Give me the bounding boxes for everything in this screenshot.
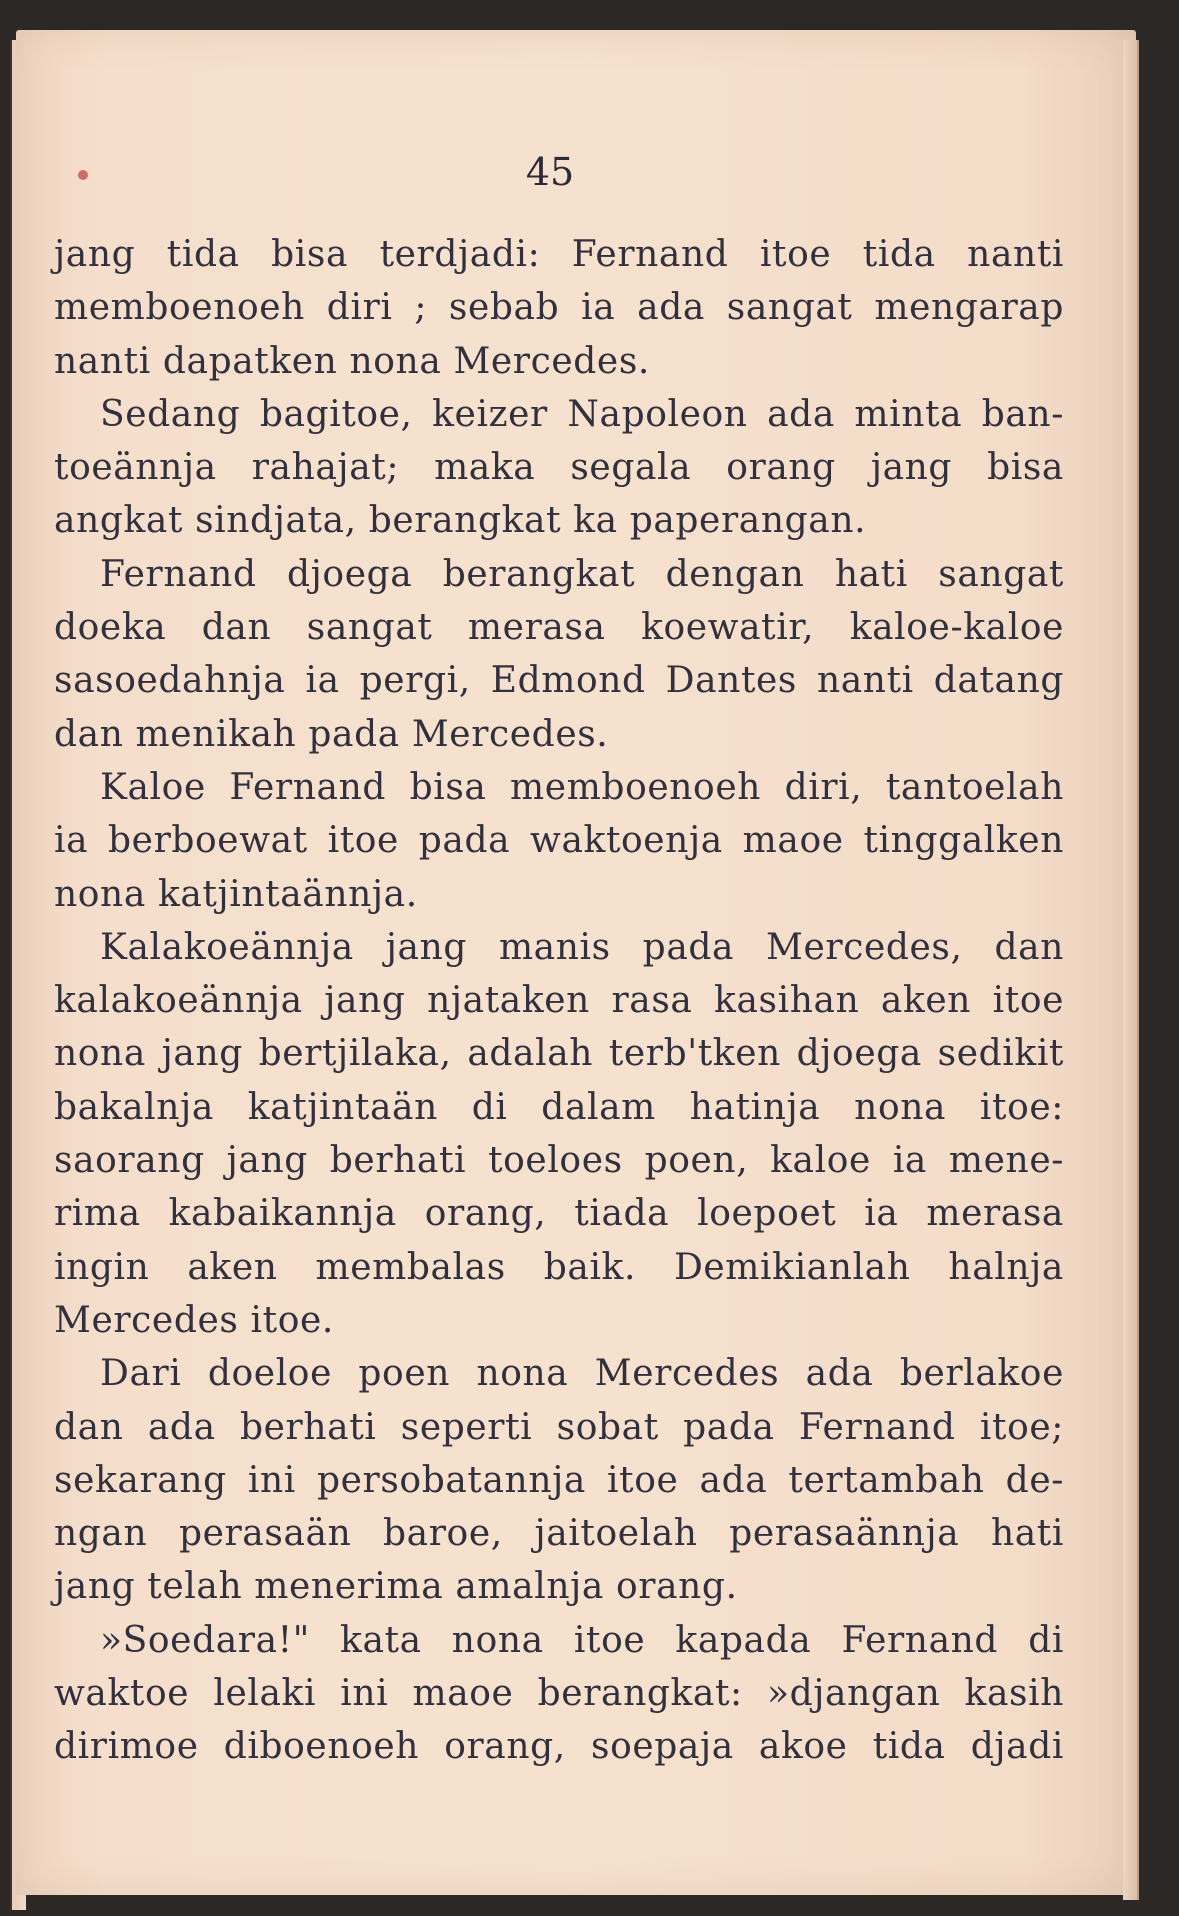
text-line: dan menikah pada Mercedes. xyxy=(54,713,609,755)
text-line: ia berboewat itoe pada waktoenja maoe tinggalken xyxy=(54,820,1064,862)
text-line: Kaloe Fernand bisa memboenoeh diri, tantoelah xyxy=(100,766,1064,808)
body-text xyxy=(54,228,1064,1774)
text-line: nanti dapatken nona Mercedes. xyxy=(54,340,650,382)
text-line: dirimoe diboenoeh orang, soepaja akoe tida djadi xyxy=(54,1726,1064,1768)
text-line: sekarang ini persobatannja itoe ada tertambah de- xyxy=(54,1459,1064,1501)
text-line: saorang jang berhati toeloes poen, kaloe ia mene- xyxy=(54,1140,1064,1182)
text-line: Dari doeloe poen nona Mercedes ada berlakoe xyxy=(100,1353,1064,1395)
text-line: Fernand djoega berangkat dengan hati sangat xyxy=(100,553,1064,595)
text-line: waktoe lelaki ini maoe berangkat: »djangan kasih xyxy=(54,1673,1064,1715)
text-line: ingin aken membalas baik. Demikianlah halnja xyxy=(54,1246,1064,1288)
text-line: rima kabaikannja orang, tiada loepoet ia merasa xyxy=(54,1193,1064,1235)
text-line: nona jang bertjilaka, adalah terb'tken djoega sedikit xyxy=(54,1033,1064,1075)
text-line: Mercedes itoe. xyxy=(54,1299,334,1341)
page-stack-edge xyxy=(1123,40,1139,1900)
text-line: bakalnja katjintaän di dalam hatinja nona itoe: xyxy=(54,1086,1064,1128)
text-line: kalakoeännja jang njataken rasa kasihan aken itoe xyxy=(54,980,1064,1022)
text-line: ngan perasaän baroe, jaitoelah perasaännja hati xyxy=(54,1513,1064,1555)
text-line: sasoedahnja ia pergi, Edmond Dantes nanti datang xyxy=(54,660,1064,702)
text-line: Kalakoeännja jang manis pada Mercedes, dan xyxy=(100,926,1064,968)
text-line: jang telah menerima amalnja orang. xyxy=(54,1566,738,1608)
text-line: memboenoeh diri ; sebab ia ada sangat mengarap xyxy=(54,287,1064,329)
text-line: angkat sindjata, berangkat ka paperangan. xyxy=(54,500,867,542)
text-line: »Soedara!" kata nona itoe kapada Fernand di xyxy=(100,1619,1064,1661)
text-line: nona katjintaännja. xyxy=(54,873,418,915)
text-line: dan ada berhati seperti sobat pada Fernand itoe; xyxy=(54,1406,1064,1448)
page-number: 45 xyxy=(525,150,575,194)
text-line: toeännja rahajat; maka segala orang jang bisa xyxy=(54,447,1064,489)
text-line: doeka dan sangat merasa koewatir, kaloe-kaloe xyxy=(54,607,1064,649)
text-line: Sedang bagitoe, keizer Napoleon ada minta ban- xyxy=(100,393,1064,435)
text-line: jang tida bisa terdjadi: Fernand itoe tida nanti xyxy=(54,234,1064,275)
